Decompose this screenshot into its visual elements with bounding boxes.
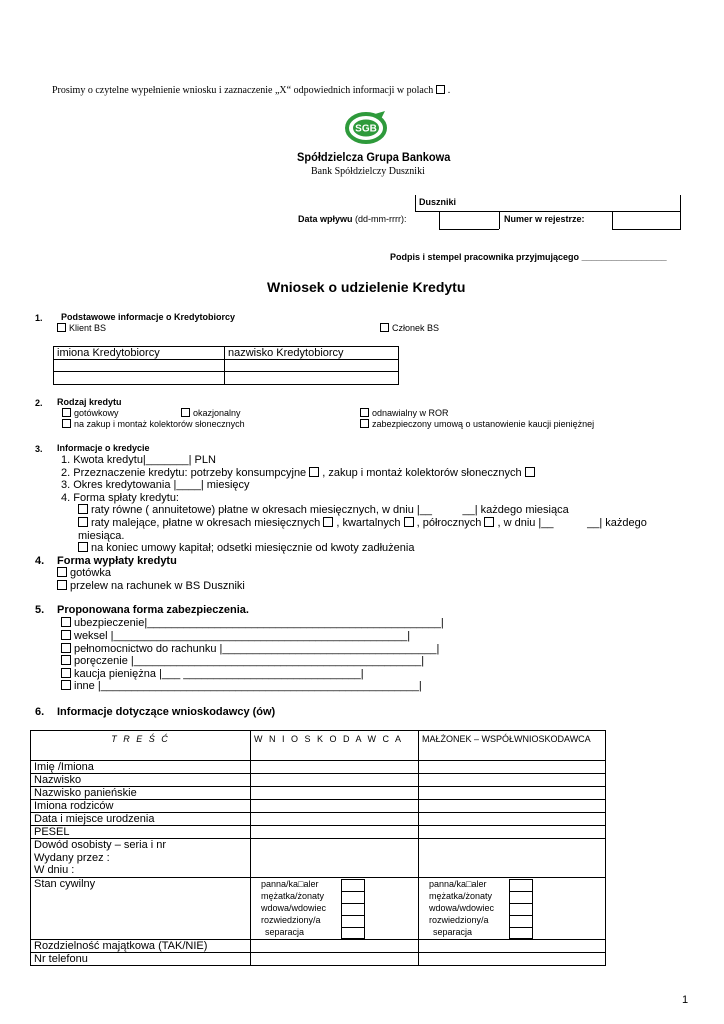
widowed-box[interactable] xyxy=(341,903,365,915)
bill-checkbox[interactable] xyxy=(61,630,71,640)
date-label: Data wpływu (dd-mm-rrrr): xyxy=(298,214,407,224)
spouse-cell[interactable] xyxy=(419,800,606,813)
other-checkbox[interactable] xyxy=(61,680,71,690)
applicant-cell[interactable] xyxy=(251,839,419,878)
security-poa-line: pełnomocnictwo do rachunku |___________________________________| xyxy=(61,643,439,655)
col-spouse-header: MAŁŻONEK – WSPÓŁWNIOSKODAWCA xyxy=(419,731,606,761)
row-label-id: Dowód osobisty – seria i nr Wydany przez : W dniu : xyxy=(31,839,251,878)
repayment-form-label: 4. Forma spłaty kredytu: xyxy=(61,492,179,504)
single-box[interactable] xyxy=(509,879,533,891)
col-applicant-header: W N I O S K O D A W C A xyxy=(251,731,419,761)
member-bs-checkbox[interactable] xyxy=(380,323,389,332)
decreasing-option-cont: miesiąca. xyxy=(78,530,125,542)
single-box[interactable] xyxy=(341,879,365,891)
register-number-label: Numer w rejestrze: xyxy=(504,214,585,224)
spouse-cell[interactable] xyxy=(419,826,606,839)
bullet-checkbox[interactable] xyxy=(78,542,88,552)
revolving-credit-checkbox[interactable] xyxy=(360,408,369,417)
poa-checkbox[interactable] xyxy=(61,643,71,653)
first-names-field-2[interactable] xyxy=(54,372,225,385)
deposit-checkbox[interactable] xyxy=(61,668,71,678)
divorced-box[interactable] xyxy=(341,915,365,927)
insurance-checkbox[interactable] xyxy=(61,617,71,627)
applicant-table xyxy=(30,730,606,966)
consumer-needs-checkbox[interactable] xyxy=(309,467,319,477)
cash-payout-option[interactable]: gotówka xyxy=(57,567,111,579)
spouse-cell[interactable] xyxy=(419,774,606,787)
last-name-field-2[interactable] xyxy=(225,372,399,385)
section-4-heading: Forma wypłaty kredytu xyxy=(57,555,177,567)
decreasing-checkbox[interactable] xyxy=(78,517,88,527)
monthly-checkbox[interactable] xyxy=(323,517,333,527)
member-bs-option[interactable]: Członek BS xyxy=(380,323,439,333)
solar-collector-checkbox[interactable] xyxy=(62,419,71,428)
applicant-cell[interactable] xyxy=(251,761,419,774)
last-name-field[interactable] xyxy=(225,360,399,372)
insurance-field[interactable]: ________________________________________________| xyxy=(147,617,444,629)
spouse-cell[interactable] xyxy=(419,939,606,952)
separated-box[interactable] xyxy=(509,927,533,939)
applicant-cell[interactable] xyxy=(251,952,419,965)
guarantee-field[interactable]: _______________________________________________| xyxy=(133,655,425,667)
security-deposit-line: kaucja pieniężna |___ _____________________________| xyxy=(61,668,364,680)
row-label: Imiona rodziców xyxy=(31,800,251,813)
section-6-heading: Informacje dotyczące wnioskodawcy (ów) xyxy=(57,706,276,718)
bill-field[interactable]: ________________________________________________| xyxy=(113,630,411,642)
bank-group-name: Spółdzielcza Grupa Bankowa xyxy=(297,150,451,164)
instruction-text: Prosimy o czytelne wypełnienie wniosku i zaznaczenie „X“ odpowiednich informacji w polach . xyxy=(52,85,451,96)
applicant-marital-cell: panna/ka□aler mężatka/żonaty wdowa/wdowiec rozwiedziony/a separacja xyxy=(251,877,419,939)
row-label: Nazwisko panieńskie xyxy=(31,787,251,800)
row-label: Imię /Imiona xyxy=(31,761,251,774)
page-number: 1 xyxy=(682,994,689,1006)
transfer-payout-checkbox[interactable] xyxy=(57,580,67,590)
section-1-number: 1. xyxy=(35,313,43,323)
cash-credit-checkbox[interactable] xyxy=(62,408,71,417)
cash-payout-checkbox[interactable] xyxy=(57,567,67,577)
section-6-number: 6. xyxy=(35,706,45,718)
spouse-cell[interactable] xyxy=(419,839,606,878)
branch-name: Duszniki xyxy=(419,197,457,207)
bank-name: Bank Spółdzielczy Duszniki xyxy=(311,166,425,177)
sgb-logo xyxy=(343,110,389,146)
credit-amount-field[interactable]: _______ xyxy=(145,454,189,466)
section-4-number: 4. xyxy=(35,555,45,567)
section-5-number: 5. xyxy=(35,604,45,616)
other-field[interactable]: ____________________________________________________| xyxy=(100,680,422,692)
row-label: Stan cywilny xyxy=(31,877,251,939)
security-other-line: inne |____________________________________________________| xyxy=(61,680,422,692)
section-2-number: 2. xyxy=(35,398,43,408)
annuity-checkbox[interactable] xyxy=(78,504,88,514)
client-bs-option[interactable]: Klient BS xyxy=(57,323,106,333)
section-3-heading: Informacje o kredycie xyxy=(57,443,150,453)
cash-credit-option[interactable]: gotówkowy xyxy=(62,408,119,418)
bullet-option: na koniec umowy kapitał; odsetki miesięcznie od kwoty zadłużenia xyxy=(78,542,414,554)
spouse-cell[interactable] xyxy=(419,952,606,965)
cash-deposit-secured-checkbox[interactable] xyxy=(360,419,369,428)
last-name-header: nazwisko Kredytobiorcy xyxy=(225,347,399,360)
section-1-heading: Podstawowe informacje o Kredytobiorcy xyxy=(61,312,236,322)
row-label: PESEL xyxy=(31,826,251,839)
signature-label: Podpis i stempel pracownika przyjmującego _________________ xyxy=(390,252,667,262)
first-names-field[interactable] xyxy=(54,360,225,372)
occasional-credit-checkbox[interactable] xyxy=(181,408,190,417)
applicant-cell[interactable] xyxy=(251,813,419,826)
credit-period-field[interactable]: ____ xyxy=(176,479,201,491)
cash-deposit-secured-option[interactable]: zabezpieczony umową o ustanowienie kaucji pieniężnej xyxy=(360,419,594,429)
col-content-header: T R E Ś Ć xyxy=(31,731,251,761)
revolving-credit-option[interactable]: odnawialny w ROR xyxy=(360,408,449,418)
decreasing-option: raty malejące, płatne w okresach miesięcznych , kwartalnych , półrocznych , w dniu |__ __| każdego xyxy=(78,517,647,529)
credit-amount-line: 1. Kwota kredytu|_______| PLN xyxy=(61,454,216,466)
security-bill-line: weksel |________________________________________________| xyxy=(61,630,410,642)
first-names-header: imiona Kredytobiorcy xyxy=(54,347,225,360)
guarantee-checkbox[interactable] xyxy=(61,655,71,665)
row-label: Rozdzielność majątkowa (TAK/NIE) xyxy=(31,939,251,952)
applicant-cell[interactable] xyxy=(251,826,419,839)
applicant-cell[interactable] xyxy=(251,787,419,800)
occasional-credit-option[interactable]: okazjonalny xyxy=(181,408,241,418)
section-2-heading: Rodzaj kredytu xyxy=(57,397,122,407)
separated-box[interactable] xyxy=(341,927,365,939)
spouse-cell[interactable] xyxy=(419,813,606,826)
solar-purpose-checkbox[interactable] xyxy=(525,467,535,477)
poa-field[interactable]: ___________________________________| xyxy=(222,643,440,655)
spouse-cell[interactable] xyxy=(419,761,606,774)
widowed-box[interactable] xyxy=(509,903,533,915)
security-guarantee-line: poręczenie |_______________________________________________| xyxy=(61,655,424,667)
applicant-cell[interactable] xyxy=(251,774,419,787)
semiannual-checkbox[interactable] xyxy=(484,517,494,527)
row-label: Nazwisko xyxy=(31,774,251,787)
quarterly-checkbox[interactable] xyxy=(404,517,414,527)
divorced-box[interactable] xyxy=(509,915,533,927)
married-box[interactable] xyxy=(509,891,533,903)
applicant-cell[interactable] xyxy=(251,800,419,813)
borrower-name-table xyxy=(53,346,399,385)
section-5-heading: Proponowana forma zabezpieczenia. xyxy=(57,604,249,616)
security-insurance-line: ubezpieczenie|________________________________________________| xyxy=(61,617,444,629)
logo-text: SGB xyxy=(355,123,377,135)
checkbox-sample xyxy=(436,85,445,94)
spouse-cell[interactable] xyxy=(419,787,606,800)
client-bs-checkbox[interactable] xyxy=(57,323,66,332)
credit-purpose-line: 2. Przeznaczenie kredytu: potrzeby konsumpcyjne , zakup i montaż kolektorów słonecznych xyxy=(61,467,538,479)
row-label: Nr telefonu xyxy=(31,952,251,965)
solar-collector-option[interactable]: na zakup i montaż kolektorów słonecznych xyxy=(62,419,245,429)
applicant-cell[interactable] xyxy=(251,939,419,952)
spouse-marital-cell: panna/ka□aler mężatka/żonaty wdowa/wdowiec rozwiedziony/a separacja xyxy=(419,877,606,939)
page-title: Wniosek o udzielenie Kredytu xyxy=(267,279,466,295)
married-box[interactable] xyxy=(341,891,365,903)
annuity-option: raty równe ( annuitetowe) płatne w okresach miesięcznych, w dniu |__ __| każdego miesiąca xyxy=(78,504,569,516)
transfer-payout-option[interactable]: przelew na rachunek w BS Duszniki xyxy=(57,580,245,592)
section-3-number: 3. xyxy=(35,444,43,454)
credit-period-line: 3. Okres kredytowania |____| miesięcy xyxy=(61,479,250,491)
deposit-field[interactable]: ___ _____________________________| xyxy=(161,668,364,680)
row-label: Data i miejsce urodzenia xyxy=(31,813,251,826)
